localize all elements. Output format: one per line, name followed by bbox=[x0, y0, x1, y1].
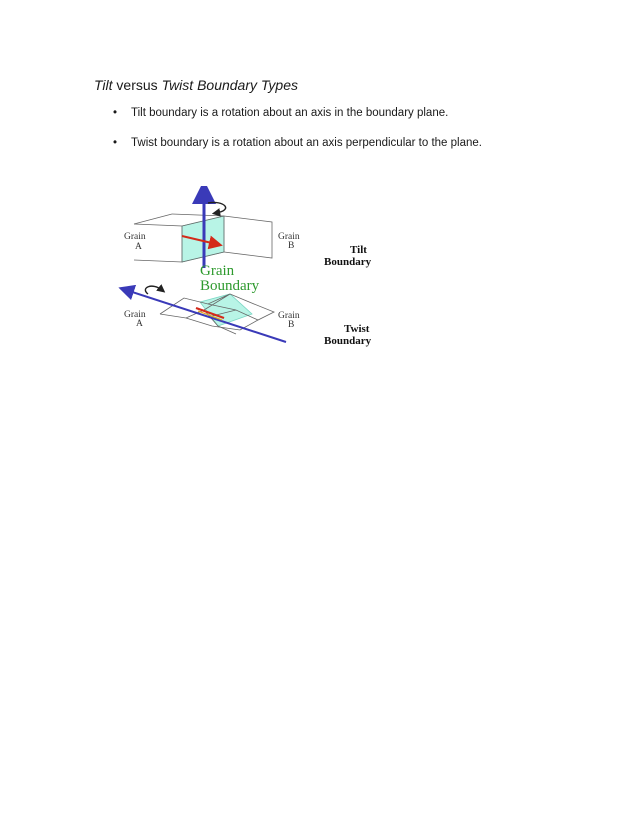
bullet-list bbox=[113, 106, 482, 166]
tilt-grain-a-label: Grain bbox=[124, 232, 146, 242]
bullet-marker: • bbox=[113, 107, 118, 119]
bullet-text-twist: Twist boundary is a rotation about an axis perpendicular to the plane. bbox=[131, 137, 482, 149]
tilt-boundary-title: Tilt bbox=[350, 244, 367, 256]
twist-boundary-plane bbox=[200, 294, 252, 326]
section-heading bbox=[94, 76, 298, 94]
tilt-grain-b-outline bbox=[224, 216, 272, 258]
grain-boundary-label-line1: Grain bbox=[200, 263, 235, 279]
tilt-diagram bbox=[124, 192, 372, 268]
tilt-boundary-subtitle: Boundary bbox=[324, 256, 372, 268]
twist-boundary-title: Twist bbox=[344, 323, 370, 335]
bullet-text-tilt: Tilt boundary is a rotation about an axis in the boundary plane. bbox=[131, 107, 449, 119]
twist-grain-b-letter: B bbox=[288, 320, 295, 330]
tilt-grain-b-letter: B bbox=[288, 241, 295, 251]
heading-twist-types: Twist Boundary Types bbox=[161, 77, 298, 93]
bullet-marker: • bbox=[113, 137, 118, 149]
twist-rotation-arc-icon bbox=[145, 286, 162, 294]
grain-boundary-label-line2: Boundary bbox=[200, 278, 260, 294]
twist-grain-a-letter: A bbox=[136, 319, 143, 329]
bullet-item-twist bbox=[113, 136, 482, 151]
bullet-item-tilt bbox=[113, 106, 482, 121]
twist-boundary-subtitle: Boundary bbox=[324, 335, 372, 347]
tilt-rotation-arc-icon bbox=[208, 202, 226, 213]
twist-rotation-axis bbox=[126, 290, 286, 342]
twist-grain-a-label: Grain bbox=[124, 310, 146, 320]
tilt-grain-b-label: Grain bbox=[278, 232, 300, 242]
twist-grain-b-label: Grain bbox=[278, 311, 300, 321]
heading-versus: versus bbox=[112, 77, 162, 93]
boundary-diagram bbox=[112, 186, 412, 350]
boundary-diagram-svg bbox=[112, 186, 412, 350]
tilt-grain-a-letter: A bbox=[135, 242, 142, 252]
twist-diagram bbox=[124, 286, 372, 347]
heading-tilt: Tilt bbox=[94, 77, 113, 93]
